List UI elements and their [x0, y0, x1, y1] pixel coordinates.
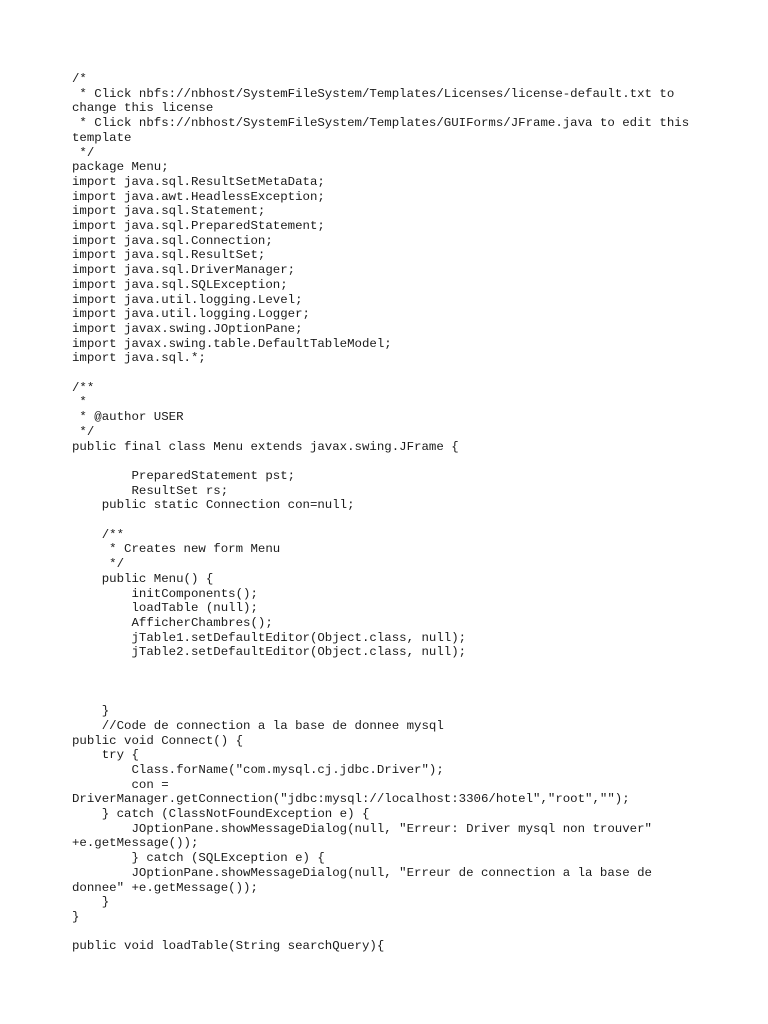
code-line: try { — [72, 748, 139, 763]
code-line: } — [72, 909, 80, 924]
code-line: } catch (SQLException e) { — [72, 851, 325, 866]
code-line: import java.util.logging.Level; — [72, 292, 303, 307]
code-line: loadTable (null); — [72, 601, 258, 616]
code-line: import java.sql.DriverManager; — [72, 263, 296, 278]
code-line: import java.sql.PreparedStatement; — [72, 219, 325, 234]
code-line: JOptionPane.showMessageDialog(null, "Erreur de connection a la base de — [72, 865, 652, 880]
code-line: import java.sql.SQLException; — [72, 277, 288, 292]
code-line — [72, 689, 712, 704]
code-line: PreparedStatement pst; — [72, 468, 296, 483]
code-line — [72, 675, 712, 690]
code-line — [72, 513, 712, 528]
code-line: } — [72, 895, 110, 910]
code-line — [72, 366, 712, 381]
code-line: jTable1.setDefaultEditor(Object.class, null); — [72, 630, 467, 645]
code-line: import java.sql.Statement; — [72, 204, 266, 219]
code-line: import javax.swing.JOptionPane; — [72, 321, 303, 336]
code-line: * — [72, 395, 87, 410]
code-line: /** — [72, 527, 125, 542]
code-line: public Menu() { — [72, 571, 214, 586]
code-line: import java.sql.*; — [72, 351, 206, 366]
code-line — [72, 454, 712, 469]
code-line: import javax.swing.table.DefaultTableModel; — [72, 336, 392, 351]
code-listing — [72, 72, 712, 954]
code-line: public static Connection con=null; — [72, 498, 355, 513]
code-line: import java.util.logging.Logger; — [72, 307, 310, 322]
code-line: * Click nbfs://nbhost/SystemFileSystem/Templates/GUIForms/JFrame.java to edit this — [72, 116, 690, 131]
code-line: JOptionPane.showMessageDialog(null, "Erreur: Driver mysql non trouver" — [72, 821, 652, 836]
code-line: import java.sql.ResultSetMetaData; — [72, 174, 325, 189]
code-line: public void Connect() { — [72, 733, 244, 748]
code-line: //Code de connection a la base de donnee mysql — [72, 718, 444, 733]
code-line: jTable2.setDefaultEditor(Object.class, null); — [72, 645, 467, 660]
code-line: */ — [72, 424, 95, 439]
code-line: import java.sql.ResultSet; — [72, 248, 266, 263]
code-line: template — [72, 130, 132, 145]
code-line: */ — [72, 557, 125, 572]
code-line: */ — [72, 145, 95, 160]
code-line: change this license — [72, 101, 214, 116]
code-line: /* — [72, 72, 87, 86]
code-line: package Menu; — [72, 160, 169, 175]
code-line: public final class Menu extends javax.swing.JFrame { — [72, 439, 459, 454]
code-line: /** — [72, 380, 95, 395]
code-line: * @author USER — [72, 410, 184, 425]
code-line: * Click nbfs://nbhost/SystemFileSystem/Templates/Licenses/license-default.txt to — [72, 86, 675, 101]
code-line: DriverManager.getConnection("jdbc:mysql://localhost:3306/hotel","root",""); — [72, 792, 630, 807]
code-line: } — [72, 704, 110, 719]
code-line: * Creates new form Menu — [72, 542, 281, 557]
code-line: AfficherChambres(); — [72, 615, 273, 630]
code-line: donnee" +e.getMessage()); — [72, 880, 258, 895]
code-line: Class.forName("com.mysql.cj.jdbc.Driver"); — [72, 762, 444, 777]
code-line — [72, 660, 712, 675]
code-line: +e.getMessage()); — [72, 836, 199, 851]
code-line: con = — [72, 777, 169, 792]
code-line: import java.sql.Connection; — [72, 233, 273, 248]
code-line: public void loadTable(String searchQuery){ — [72, 939, 385, 954]
code-line: } catch (ClassNotFoundException e) { — [72, 807, 370, 822]
code-line: ResultSet rs; — [72, 483, 229, 498]
code-line: import java.awt.HeadlessException; — [72, 189, 325, 204]
code-line — [72, 925, 712, 940]
code-line: initComponents(); — [72, 586, 258, 601]
